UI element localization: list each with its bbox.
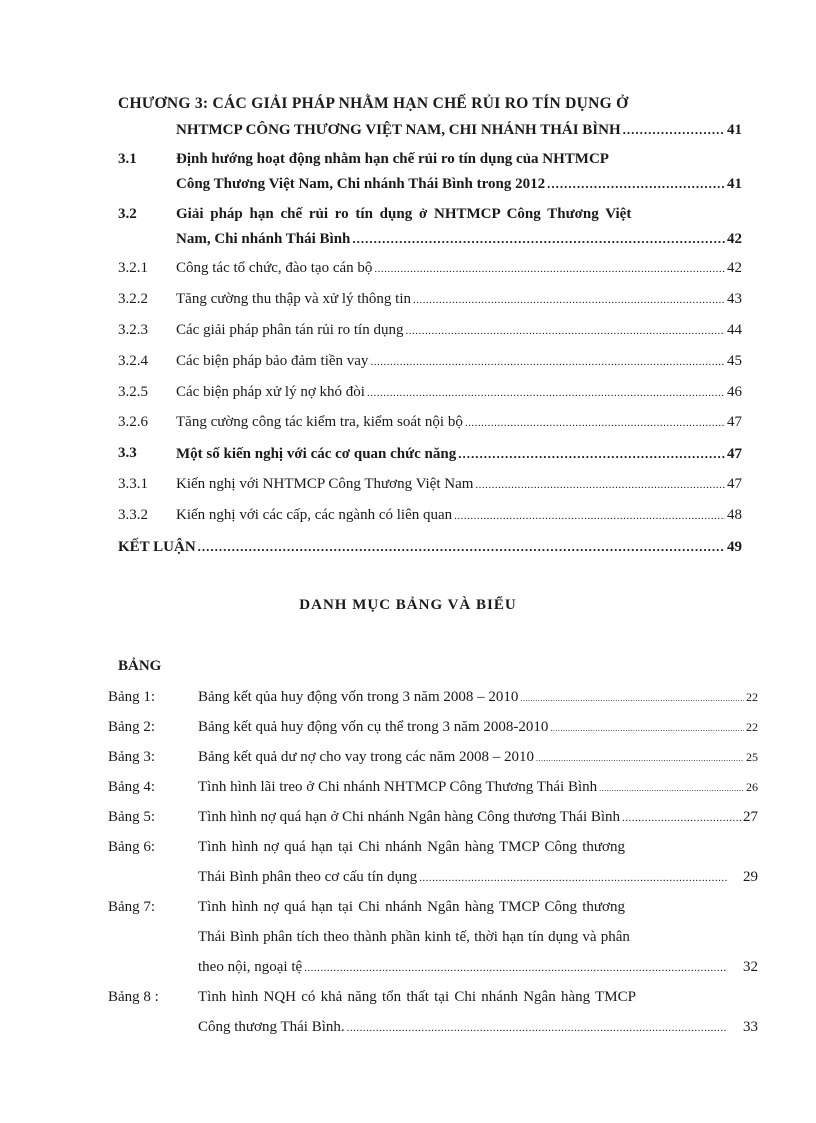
conclusion-page: 49 [727,539,742,555]
item-page: 47 [727,476,742,492]
leader-dots [536,749,744,768]
item-title: Kiến nghị với NHTMCP Công Thương Việt Nam [176,476,474,492]
toc-item[interactable] [176,413,742,433]
table-entry[interactable] [198,808,758,828]
leader-dots [367,384,725,403]
toc-item[interactable] [176,290,742,310]
chapter3-line1: CHƯƠNG 3: CÁC GIẢI PHÁP NHẰM HẠN CHẾ RỦI RO TÍN DỤNG Ở [118,95,629,112]
item-page: 46 [727,384,742,400]
item-number: 3.3.1 [118,476,148,492]
leader-dots [419,869,727,888]
table-entry[interactable] [198,688,758,708]
leader-dots [454,507,725,526]
list-of-tables-title: DANH MỤC BẢNG VÀ BIỂU [299,597,517,613]
table7-line3: theo nội, ngoại tệ [198,959,303,975]
section-3-2-number: 3.2 [118,206,137,222]
toc-item[interactable] [176,352,742,372]
leader-dots [550,719,744,738]
section-3-3[interactable] [176,444,742,464]
table-label: Bảng 6: [108,839,156,855]
section-3-2-line2[interactable] [176,229,742,249]
section-3-1-line2[interactable] [176,174,742,194]
chapter3-line2[interactable] [176,120,742,140]
table-title: Bảng kết quả dư nợ cho vay trong các năm 2008 – 2010 [198,749,534,765]
item-number: 3.2.1 [118,260,148,276]
table8-page: 33 [743,1019,758,1035]
leader-dots [599,779,744,798]
leader-dots [622,809,741,828]
section-3-2-line2-text: Nam, Chi nhánh Thái Bình [176,231,351,247]
table-label: Bảng 2: [108,719,156,735]
leader-dots [374,260,725,279]
section-3-1-line1: Định hướng hoạt động nhằm hạn chế rủi ro tín dụng của NHTMCP [176,151,609,167]
table-title: Tình hình nợ quá hạn ở Chi nhánh Ngân hàng Công thương Thái Bình [198,809,621,825]
item-number: 3.2.6 [118,414,148,430]
item-page: 44 [727,322,742,338]
leader-dots [475,476,725,495]
item-title: Các biện pháp xử lý nợ khó đòi [176,384,365,400]
leader-dots [370,353,725,372]
leader-dots [347,1019,727,1038]
item-number: 3.3.2 [118,507,148,523]
item-number: 3.2.4 [118,353,148,369]
section-3-2-page: 42 [727,231,742,247]
conclusion-title: KẾT LUẬN [118,539,196,555]
item-title: Các giải pháp phân tán rủi ro tín dụng [176,322,404,338]
leader-dots [413,291,725,310]
table7-line1: Tình hình nợ quá hạn tại Chi nhánh Ngân hàng TMCP Công thương [198,899,625,915]
table-label: Bảng 7: [108,899,156,915]
leader-dots [623,120,725,139]
leader-dots [198,537,725,556]
table-entry[interactable] [198,778,758,798]
item-page: 47 [727,414,742,430]
table7-entry[interactable] [198,958,758,978]
table-label: Bảng 5: [108,809,156,825]
table-page: 25 [746,750,758,764]
leader-dots [304,959,727,978]
leader-dots [458,444,725,463]
toc-item[interactable] [176,383,742,403]
toc-item[interactable] [176,321,742,341]
leader-dots [547,174,725,193]
table-entry[interactable] [198,748,758,768]
table-title: Bảng kết qủa huy động vốn trong 3 năm 2008 – 2010 [198,689,519,705]
table7-page: 32 [743,959,758,975]
table7-line2: Thái Bình phân tích theo thành phần kinh tế, thời hạn tín dụng và phân [198,929,630,945]
table8-line1: Tình hình NQH có khả năng tổn thất tại Chi nhánh Ngân hàng TMCP [198,989,636,1005]
conclusion[interactable] [118,537,742,557]
toc-item[interactable] [176,506,742,526]
item-page: 45 [727,353,742,369]
item-page: 43 [727,291,742,307]
section-3-1-page: 41 [727,176,742,192]
table6-page: 29 [743,869,758,885]
section-3-1-number: 3.1 [118,151,137,167]
leader-dots [352,229,725,248]
table-label: Bảng 4: [108,779,156,795]
tables-heading: BẢNG [118,658,162,674]
table-page: 22 [746,720,758,734]
item-page: 48 [727,507,742,523]
section-3-3-page: 47 [727,446,742,462]
table-label: Bảng 3: [108,749,156,765]
item-number: 3.2.2 [118,291,148,307]
table6-line2: Thái Bình phân theo cơ cấu tín dụng [198,869,418,885]
section-3-1-line2-text: Công Thương Việt Nam, Chi nhánh Thái Bình trong 2012 [176,176,546,192]
table-label: Bảng 8 : [108,989,159,1005]
item-page: 42 [727,260,742,276]
table8-entry[interactable] [198,1018,758,1038]
leader-dots [405,322,725,341]
table-title: Tình hình lãi treo ở Chi nhánh NHTMCP Công Thương Thái Bình [198,779,598,795]
item-title: Kiến nghị với các cấp, các ngành có liên quan [176,507,453,523]
leader-dots [520,689,744,708]
chapter3-line2-text: NHTMCP CÔNG THƯƠNG VIỆT NAM, CHI NHÁNH THÁI BÌNH [176,122,621,138]
table6-entry[interactable] [198,868,758,888]
section-3-2-line1: Giải pháp hạn chế rủi ro tín dụng ở NHTMCP Công Thương Việt [176,206,632,222]
table-page: 22 [746,690,758,704]
item-number: 3.2.5 [118,384,148,400]
table-entry[interactable] [198,718,758,738]
table-page: 27 [743,809,758,825]
table-label: Bảng 1: [108,689,156,705]
table8-line2: Công thương Thái Bình. [198,1019,345,1035]
toc-item[interactable] [176,475,742,495]
item-title: Tăng cường thu thập và xử lý thông tin [176,291,411,307]
section-3-3-number: 3.3 [118,445,137,461]
section-3-3-title: Một số kiến nghị với các cơ quan chức năng [176,446,457,462]
item-title: Tăng cường công tác kiểm tra, kiểm soát nội bộ [176,414,463,430]
item-title: Công tác tổ chức, đào tạo cán bộ [176,260,373,276]
chapter3-page: 41 [727,122,742,138]
table-title: Bảng kết quả huy động vốn cụ thể trong 3 năm 2008-2010 [198,719,549,735]
table6-line1: Tình hình nợ quá hạn tại Chi nhánh Ngân hàng TMCP Công thương [198,839,625,855]
item-title: Các biện pháp bảo đảm tiền vay [176,353,369,369]
table-page: 26 [746,780,758,794]
toc-item[interactable] [176,259,742,279]
item-number: 3.2.3 [118,322,148,338]
leader-dots [465,414,725,433]
